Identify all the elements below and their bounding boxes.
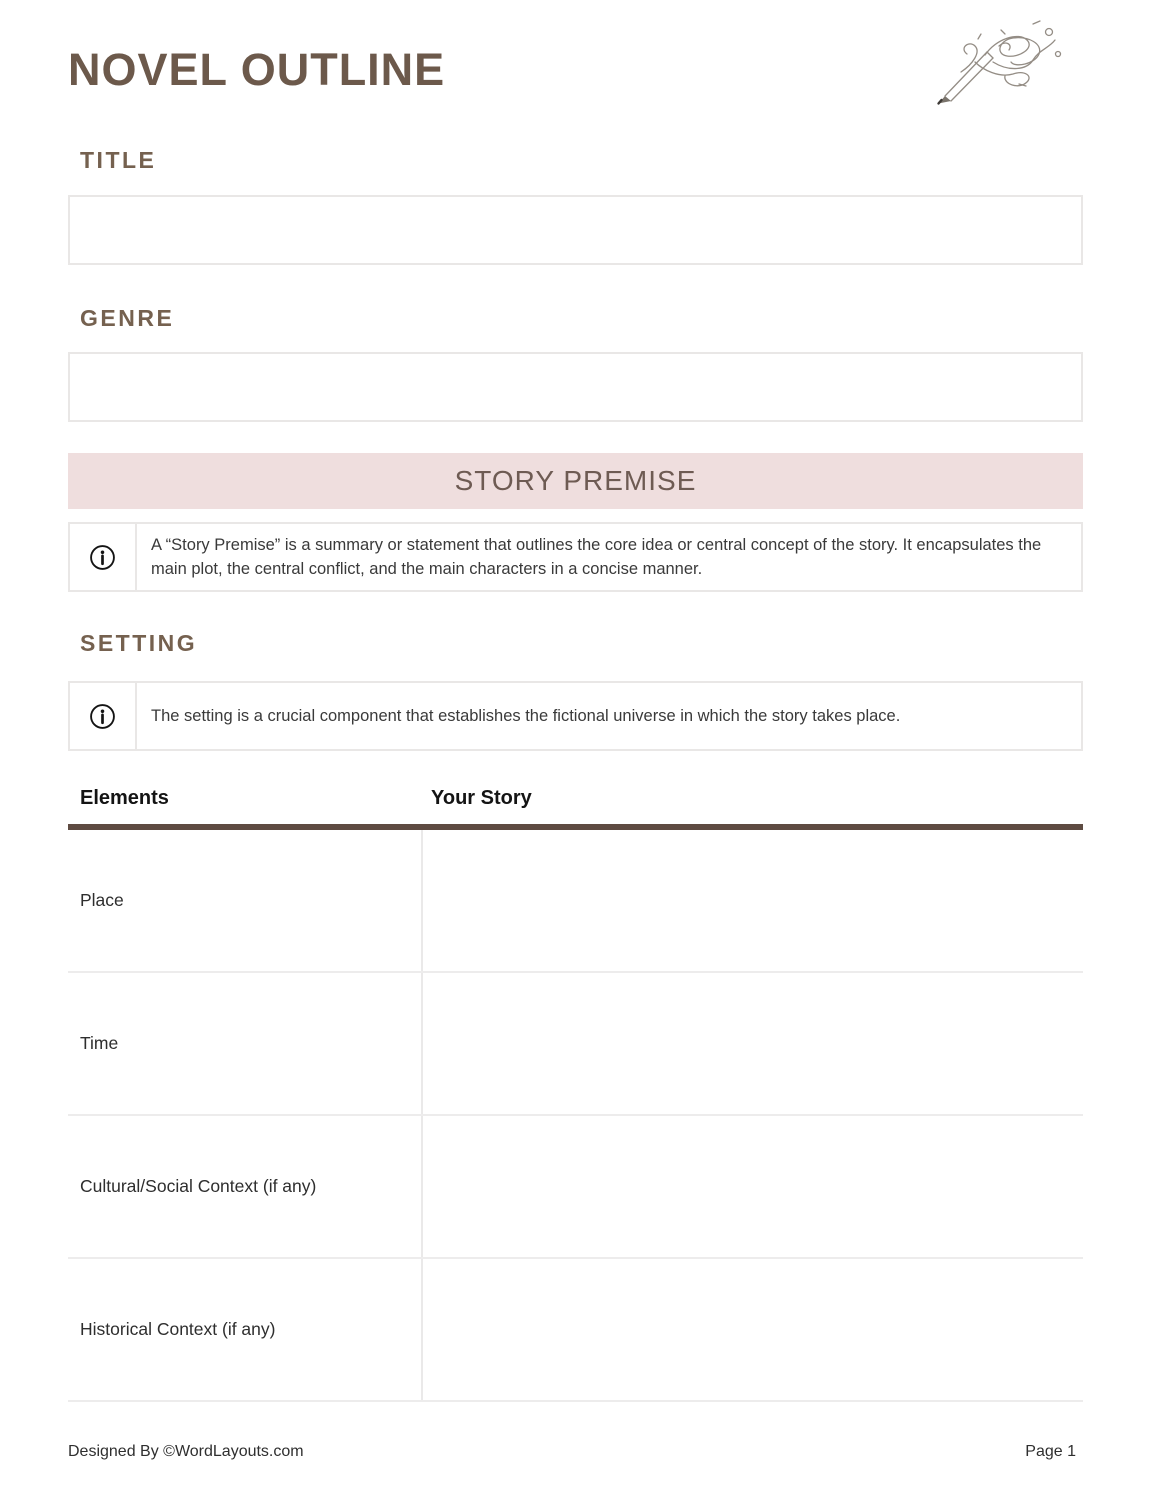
title-section-label: TITLE [80, 147, 157, 173]
info-circle-icon [89, 544, 116, 571]
genre-section-label: GENRE [80, 305, 175, 331]
footer-credit: Designed By ©WordLayouts.com [68, 1443, 304, 1460]
table-row [68, 1116, 1083, 1259]
element-label-cultural-social-context: Cultural/Social Context (if any) [80, 1176, 317, 1196]
page-title: NOVEL OUTLINE [68, 44, 446, 95]
info-circle-icon [89, 703, 116, 730]
your-story-cell-place[interactable] [421, 830, 1083, 971]
element-label-time: Time [80, 1033, 119, 1053]
setting-table [68, 830, 1083, 1402]
footer-page-number: Page 1 [1025, 1443, 1076, 1460]
setting-info-text: The setting is a crucial component that establishes the fictional universe in which the story takes place. [151, 707, 901, 725]
genre-input-field[interactable] [68, 352, 1083, 422]
table-header-elements: Elements [80, 787, 169, 809]
info-icon-cell [70, 683, 137, 749]
story-premise-banner: STORY PREMISE [68, 453, 1083, 509]
info-icon-cell [70, 524, 137, 590]
table-row [68, 1259, 1083, 1402]
setting-section-label: SETTING [80, 630, 198, 656]
pencil-scribble-illustration [915, 10, 1065, 110]
your-story-cell-cultural-social-context[interactable] [421, 1116, 1083, 1257]
title-input-field[interactable] [68, 195, 1083, 265]
table-row [68, 973, 1083, 1116]
story-premise-info-box [68, 522, 1083, 592]
your-story-cell-historical-context[interactable] [421, 1259, 1083, 1400]
table-header-your-story: Your Story [431, 787, 532, 809]
table-row [68, 830, 1083, 973]
your-story-cell-time[interactable] [421, 973, 1083, 1114]
story-premise-info-text: A “Story Premise” is a summary or statement that outlines the core idea or central concept of the story. It encapsulates the main plot, the central conflict, and the main characters in a concise manner. [151, 536, 1042, 578]
element-label-historical-context: Historical Context (if any) [80, 1319, 276, 1339]
element-label-place: Place [80, 890, 124, 910]
setting-info-box [68, 681, 1083, 751]
